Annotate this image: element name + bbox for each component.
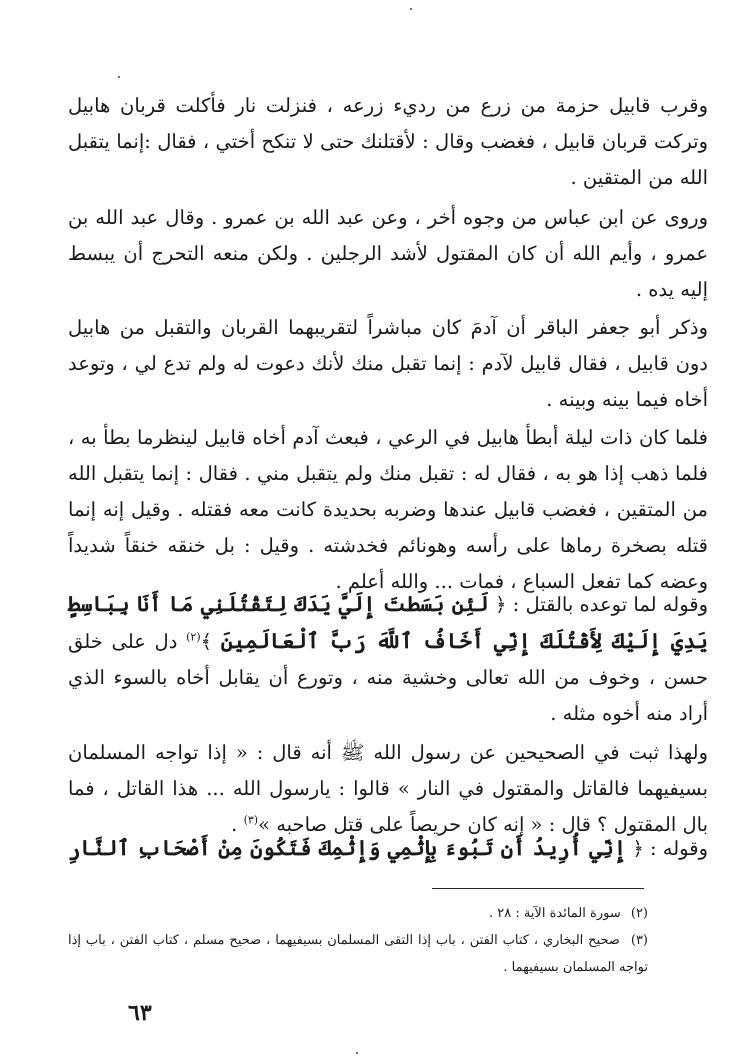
- paragraph-text: فلما كان ذات ليلة أبطأ هابيل في الرعي ، فبعث آدم أخاه قابيل لينظرما بطأ به ، فلما ذهب إذا هو به ، فقال له : تقبل منك ولم يتقبل مني . فقال : إنما يتقبل الله من المتقين ، فغضب قابيل عندها وضربه بحديدة كانت معه فقتله . وقيل إنه إنما قتله بصخرة رماها على رأسه وهونائم فخدشته . وقيل : بل خنقه خنقاً شديداً وعضه كما تفعل السباع ، فمات ... والله أعلم .: [68, 426, 708, 593]
- paragraph-text: وقرب قابيل حزمة من زرع من رديء زرعه ، فنزلت نار فأكلت قربان هابيل وتركت قربان قابيل ، فغضب وقال : لأقتلنك حتى لا تنكح أختي ، فقال :إنما يتقبل الله من المتقين .: [68, 94, 708, 189]
- footnotes: [68, 900, 648, 981]
- footnote-number: (٣): [630, 933, 648, 948]
- paragraph-intro: وقوله لما توعده بالقتل :: [512, 593, 709, 616]
- quran-verse: إِنِّي أُرِيدُ أَن تَبُوءَ بِإِثْمِي وَإِثْمِكَ فَتَكُونَ مِنْ أَصْحَابِ ٱلنَّارِ: [68, 835, 627, 860]
- quran-verse: لَئِن بَسَطتَ إِلَيَّ يَدَكَ لِتَقْتُلَنِي مَا أَنَا بِبَاسِطٍ يَدِيَ إِلَيْكَ لِأَقْتُلَكَ إِنِّي أَخَافُ ٱللَّهَ رَبَّ ٱلْعَالَمِينَ: [68, 591, 708, 653]
- footnote-item: [68, 927, 648, 981]
- paragraph-text: وروى عن ابن عباس من وجوه أخر ، وعن عبد الله بن عمرو . وقال عبد الله بن عمرو ، وأيم الله أن كان المقتول لأشد الرجلين . ولكن منعه التحرج أن يبسط إليه يده .: [68, 206, 708, 301]
- paragraph-text: ولهذا ثبت في الصحيحين عن رسول الله ﷺ أنه قال : « إذا تواجه المسلمان بسيفيهما فالقاتل والمقتول في النار » قالوا : يارسول الله ... هذا القاتل ، فما بال المقتول ؟ قال : « إنه كان حريصاً على قتل صاحبه »: [68, 741, 708, 836]
- footnote-divider: [432, 888, 644, 889]
- scan-speck: [410, 8, 412, 10]
- footnote-ref: (٢): [186, 630, 201, 644]
- scan-speck: [118, 76, 120, 78]
- paragraph-text: دل على خلق حسن ، وخوف من الله تعالى وخشية منه ، وتورع أن يقابل أخاه بالسوء الذي أراد منه أخوه مثله .: [68, 630, 708, 725]
- footnote-ref: (٣): [243, 813, 259, 827]
- verse-open-bracket: ﴿: [494, 593, 507, 616]
- paragraph-hadith: [68, 735, 708, 843]
- paragraph-ibn-abbas: [68, 200, 708, 308]
- paragraph-end: .: [231, 813, 238, 836]
- paragraph-abu-jafar: [68, 310, 708, 418]
- footnote-text: صحيح البخاري ، كتاب الفتن ، باب إذا التقى المسلمان بسيفيهما ، صحيح مسلم ، كتاب الفتن ، باب إذا تواجه المسلمان بسيفيهما .: [68, 933, 648, 975]
- paragraph-qurban: [68, 88, 708, 196]
- verse-open-bracket: ﴿: [632, 837, 644, 860]
- paragraph-threat-verse: [68, 586, 708, 732]
- paragraph-killing-story: [68, 420, 708, 600]
- paragraph-intro: وقوله :: [650, 837, 708, 860]
- page-number: ٦٣: [128, 1000, 152, 1026]
- verse-close-bracket: ﴾: [200, 630, 213, 653]
- footnote-number: (٢): [630, 906, 648, 921]
- scan-speck: [356, 1052, 358, 1054]
- paragraph-text: وذكر أبو جعفر الباقر أن آدمَ كان مباشراً لتقريبهما القربان والتقبل من هابيل دون قابيل ، فقال قابيل لآدم : إنما تقبل منك لأنك دعوت له ولم تدع لي ، وتوعد أخاه فيما بينه وبينه .: [68, 316, 708, 411]
- footnote-item: [68, 900, 648, 927]
- paragraph-second-verse: [68, 830, 708, 867]
- footnote-text: سورة المائدة الآية : ٢٨ .: [488, 906, 621, 921]
